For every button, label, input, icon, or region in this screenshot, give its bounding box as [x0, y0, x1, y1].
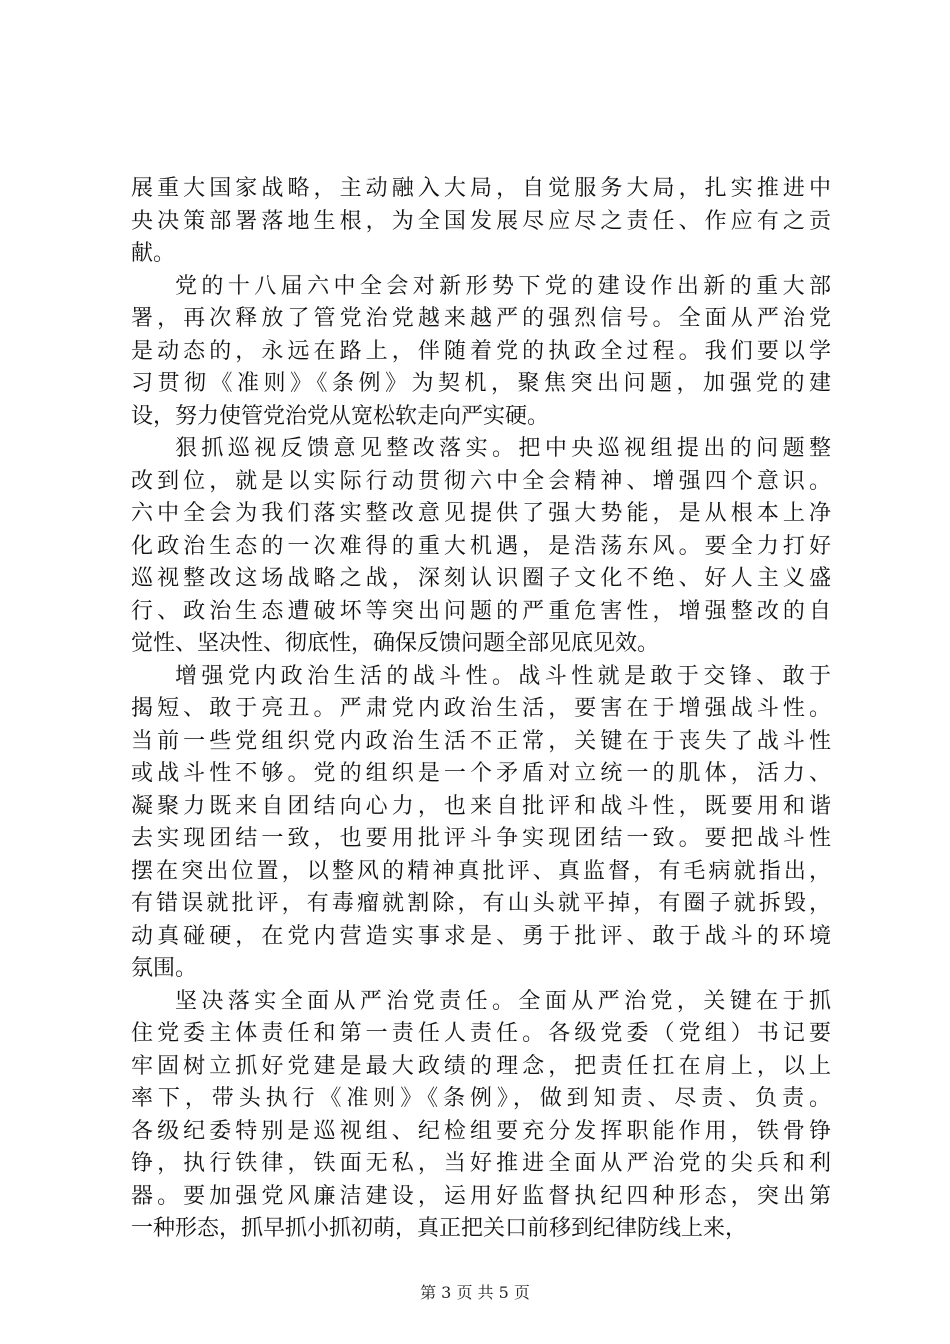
- text-line: 行、政治生态遭破坏等突出问题的严重危害性，增强整改的自: [131, 598, 831, 624]
- text-line: 或战斗性不够。党的组织是一个矛盾对立统一的肌体，活力、: [131, 761, 831, 786]
- text-line: 铮，执行铁律，铁面无私，当好推进全面从严治党的尖兵和利: [131, 1151, 831, 1176]
- text-line: 增强党内政治生活的战斗性。战斗性就是敢于交锋、敢于: [175, 663, 831, 689]
- text-line: 揭短、敢于亮丑。严肃党内政治生活，要害在于增强战斗性。: [131, 696, 831, 721]
- paragraph: [131, 986, 831, 1246]
- text-line: 央决策部署落地生根，为全国发展尽应尽之责任、作应有之贡: [131, 208, 831, 234]
- text-line: 署，再次释放了管党治党越来越严的强烈信号。全面从严治党: [131, 306, 831, 331]
- page-number-footer: 第 3 页 共 5 页: [420, 1283, 530, 1302]
- text-line: 凝聚力既来自团结向心力，也来自批评和战斗性，既要用和谐: [131, 793, 831, 819]
- text-line: 去实现团结一致，也要用批评斗争实现团结一致。要把战斗性: [131, 826, 831, 851]
- text-line: 器。要加强党风廉洁建设，运用好监督执纪四种形态，突出第: [131, 1183, 831, 1209]
- text-line: 各级纪委特别是巡视组、纪检组要充分发挥职能作用，铁骨铮: [131, 1118, 831, 1144]
- text-line: 当前一些党组织党内政治生活不正常，关键在于丧失了战斗性: [131, 728, 831, 754]
- paragraph: [131, 271, 831, 434]
- text-line: 六中全会为我们落实整改意见提供了强大势能，是从根本上净: [131, 501, 831, 526]
- text-line: 动真碰硬，在党内营造实事求是、勇于批评、敢于战斗的环境: [131, 923, 831, 949]
- paragraph: [131, 173, 831, 271]
- text-line: 坚决落实全面从严治党责任。全面从严治党，关键在于抓: [175, 988, 831, 1014]
- paragraph: [131, 661, 831, 986]
- text-line: 习贯彻《准则》《条例》为契机，聚焦突出问题，加强党的建: [131, 371, 831, 396]
- paragraph: [131, 433, 831, 661]
- text-line: 狠抓巡视反馈意见整改落实。把中央巡视组提出的问题整: [175, 436, 831, 461]
- text-line: 摆在突出位置，以整风的精神真批评、真监督，有毛病就指出，: [131, 858, 831, 884]
- text-line: 住党委主体责任和第一责任人责任。各级党委（党组）书记要: [131, 1021, 831, 1046]
- text-line: 有错误就批评，有毒瘤就割除，有山头就平掉，有圈子就拆毁，: [131, 891, 831, 916]
- text-line: 党的十八届六中全会对新形势下党的建设作出新的重大部: [175, 273, 831, 299]
- text-line: 氛围。: [131, 956, 198, 981]
- text-line: 觉性、坚决性、彻底性，确保反馈问题全部见底见效。: [131, 631, 660, 656]
- text-line: 化政治生态的一次难得的重大机遇，是浩荡东风。要全力打好: [131, 533, 831, 559]
- text-line: 牢固树立抓好党建是最大政绩的理念，把责任扛在肩上，以上: [131, 1053, 831, 1079]
- text-line: 展重大国家战略，主动融入大局，自觉服务大局，扎实推进中: [131, 176, 831, 201]
- text-line: 献。: [131, 241, 176, 266]
- text-line: 改到位，就是以实际行动贯彻六中全会精神、增强四个意识。: [131, 468, 831, 494]
- text-line: 率下，带头执行《准则》《条例》，做到知责、尽责、负责。: [131, 1086, 831, 1111]
- text-line: 是动态的，永远在路上，伴随着党的执政全过程。我们要以学: [131, 338, 831, 364]
- text-line: 设，努力使管党治党从宽松软走向严实硬。: [131, 403, 550, 429]
- document-body: [131, 173, 831, 1246]
- text-line: 巡视整改这场战略之战，深刻认识圈子文化不绝、好人主义盛: [131, 566, 831, 591]
- text-line: 一种形态，抓早抓小抓初萌，真正把关口前移到纪律防线上来，: [131, 1216, 748, 1241]
